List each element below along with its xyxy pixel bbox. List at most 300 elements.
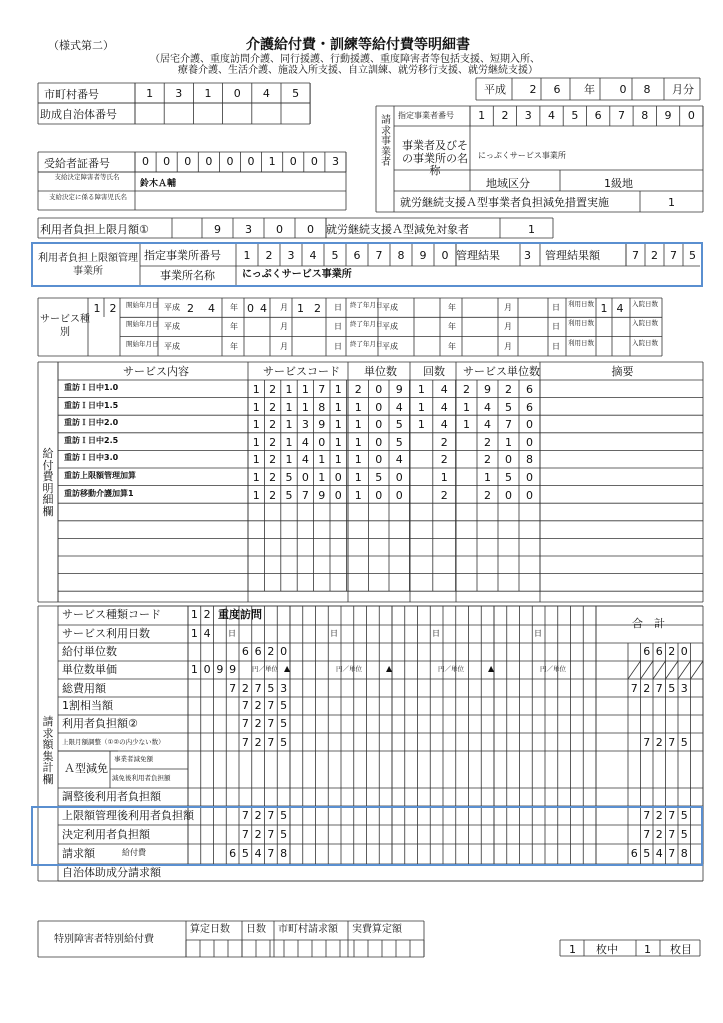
detail-code-4-4: 4 (301, 453, 309, 467)
hosp-label-2: 入院日数 (632, 338, 658, 347)
detail-row-name-3: 重訪Ｉ日中2.5 (64, 435, 119, 445)
summary-label-4: 総費用額 (62, 682, 106, 695)
special-col-3: 市町村請求額 (278, 924, 338, 935)
start-year-unit-2: 年 (230, 341, 238, 351)
summary-label-2: 給付単位数 (62, 645, 117, 658)
management-amount-digit-2: 2 (651, 249, 658, 262)
summary-after-mgmt-sum-2: 2 (655, 809, 663, 822)
summary-total-cost-sum-4: 5 (668, 682, 676, 695)
detail-unit-2-3: 5 (395, 418, 403, 432)
summary-price-suffix-0: 円／単位 (252, 665, 278, 673)
month-digit-1: 0 (619, 83, 627, 96)
summary-price-suffix-3: 円／単位 (540, 665, 566, 673)
end-day-unit-2: 日 (552, 341, 560, 351)
detail-code-2-4: 3 (301, 418, 309, 432)
summary-unit-total-sum-3: 2 (668, 645, 676, 658)
form-subtitle-1: （居宅介護、重度訪問介護、同行援護、行動援護、重度障害者等包括支援、短期入所、 (150, 54, 540, 65)
summary-benefit-2: 5 (241, 847, 249, 860)
cert-digit-7: 1 (268, 155, 276, 168)
region-value: 1級地 (604, 177, 633, 190)
month-digit-2: 8 (643, 83, 651, 96)
summary-cap-adj-2: 2 (254, 736, 262, 749)
detail-count-5-2: 1 (440, 471, 448, 484)
limit-label: 利用者負担上限月額① (40, 223, 149, 236)
detail-code-0-4: 1 (301, 383, 309, 396)
special-label: 特別障害者特別給付費 (54, 934, 154, 945)
detail-count-1-2: 4 (440, 400, 448, 414)
detail-total-3-3: 1 (505, 435, 512, 449)
detail-code-2-6: 1 (334, 418, 342, 432)
cert-digit-2: 0 (163, 155, 171, 168)
limit-digit-1: 9 (214, 223, 221, 236)
summary-cap-adj-sum-3: 7 (668, 736, 676, 749)
summary-total-cost-5: 3 (280, 682, 288, 695)
detail-total-4-4: 8 (526, 453, 533, 467)
summary-total-cost-sum-1: 7 (630, 682, 638, 695)
summary-unit-total-sum-4: 0 (680, 645, 688, 658)
form-title: 介護給付費・訓練等給付費等明細書 (246, 37, 470, 53)
detail-code-6-5: 9 (318, 488, 326, 502)
cert-label: 受給者証番号 (44, 157, 110, 170)
detail-code-1-4: 1 (301, 400, 309, 414)
page-total: 1 (644, 943, 651, 956)
start-date-label-2: 開始年月日 (126, 339, 159, 348)
start-year-unit-1: 年 (230, 322, 238, 332)
days-label-1: 利用日数 (568, 319, 594, 328)
detail-total-5-2: 1 (484, 471, 491, 484)
start-day-digit-1: 1 (297, 302, 304, 315)
days-label-2: 利用日数 (568, 338, 594, 347)
summary-ten-pct-4: 5 (280, 699, 288, 712)
start-day-unit-2: 日 (334, 341, 342, 351)
special-col-4: 実費算定額 (352, 924, 402, 935)
summary-label-1: サービス利用日数 (62, 627, 150, 640)
reduction-value: 1 (668, 196, 675, 209)
cert-digit-8: 0 (289, 155, 297, 168)
cert-digit-10: 3 (331, 155, 339, 168)
detail-code-3-6: 1 (334, 435, 342, 449)
city-number-label: 市町村番号 (44, 88, 99, 101)
child-name-label: 支給決定に係る障害児氏名 (49, 193, 127, 201)
detail-code-0-2: 2 (269, 383, 277, 396)
summary-total-cost-sum-5: 3 (680, 682, 688, 695)
summary-total-cost-1: 7 (229, 682, 237, 695)
detail-header-5: 摘要 (611, 365, 634, 378)
detail-total-0-2: 9 (484, 383, 491, 396)
detail-code-4-5: 1 (318, 453, 326, 467)
summary-benefit-4: 7 (267, 847, 275, 860)
end-era-0: 平成 (382, 303, 398, 312)
summary-label-3: 単位数単価 (62, 663, 117, 676)
detail-row-name-5: 重訪上限額管理加算 (64, 471, 136, 480)
summary-after-mgmt-sum-4: 5 (680, 809, 688, 822)
management-office-name: にっぷくサービス事業所 (242, 269, 352, 280)
detail-code-5-1: 1 (252, 471, 260, 484)
city-digit-4: 0 (233, 87, 241, 100)
hosp-label-0: 入院日数 (632, 300, 658, 308)
summary-benefit-sum-3: 4 (655, 847, 663, 860)
detail-count-1-1: 1 (417, 400, 425, 414)
provider-digit-8: 8 (641, 109, 649, 122)
detail-code-6-2: 2 (269, 488, 277, 502)
summary-after-mgmt-3: 7 (267, 809, 275, 822)
cert-digit-3: 0 (184, 155, 192, 168)
detail-unit-0-1: 2 (354, 383, 362, 396)
detail-total-1-4: 6 (526, 400, 533, 414)
detail-code-4-2: 2 (269, 453, 277, 467)
detail-total-4-3: 0 (505, 453, 512, 467)
detail-unit-0-2: 0 (375, 383, 383, 396)
summary-decided-1: 7 (241, 828, 249, 841)
detail-code-1-6: 1 (334, 400, 342, 414)
start-year-digit-2: 4 (208, 302, 215, 315)
summary-benefit-sum-2: 5 (643, 847, 651, 860)
detail-total-3-4: 0 (526, 435, 533, 449)
management-office-label: 事業所名称 (160, 269, 215, 282)
detail-code-5-2: 2 (269, 471, 277, 484)
detail-total-3-2: 2 (484, 435, 491, 449)
detail-code-1-2: 2 (269, 400, 277, 414)
detail-code-5-5: 1 (318, 471, 326, 484)
summary-days-1: 1 (190, 627, 198, 640)
start-month-unit-0: 月 (280, 303, 288, 312)
summary-cap-adj-label: 上限月額調整（①②の内少ない数） (62, 738, 165, 746)
detail-total-4-2: 2 (484, 453, 491, 467)
summary-day-unit-2: 日 (432, 629, 440, 638)
detail-unit-5-2: 5 (375, 471, 383, 484)
summary-label-10: 請求額 (62, 847, 95, 860)
detail-count-0-1: 1 (417, 383, 425, 396)
provider-digit-9: 9 (664, 109, 672, 122)
start-date-label-1: 開始年月日 (126, 320, 159, 329)
summary-label-0: サービス種類コード (62, 608, 161, 621)
management-amount-digit-3: 7 (670, 249, 677, 262)
cert-digit-5: 0 (226, 155, 234, 168)
start-era-0: 平成 (164, 303, 180, 312)
summary-benefit-label: 給付費 (122, 848, 146, 857)
summary-unit-total-1: 6 (241, 645, 249, 658)
detail-total-1-1: 1 (463, 400, 470, 414)
summary-unit-total-4: 0 (280, 645, 288, 658)
detail-total-5-3: 5 (505, 471, 512, 484)
management-label: 利用者負担上限額管理事業所 (38, 253, 138, 277)
provider-digit-5: 5 (571, 109, 579, 122)
summary-ten-pct-2: 2 (254, 699, 262, 712)
year-digit-2: 6 (553, 83, 561, 96)
management-digit-8: 8 (397, 249, 405, 262)
detail-code-2-5: 9 (318, 418, 326, 432)
detail-code-6-6: 0 (334, 488, 342, 502)
provider-name-label: 事業者及びその事業所の名称 (402, 139, 468, 178)
end-date-label-0: 終了年月日 (350, 301, 383, 309)
detail-unit-4-1: 1 (354, 453, 362, 467)
detail-unit-3-3: 5 (395, 435, 403, 449)
summary-after-mgmt-4: 5 (280, 809, 288, 822)
detail-header-2: 単位数 (364, 365, 397, 378)
detail-total-6-4: 0 (526, 488, 533, 502)
provider-digit-3: 3 (524, 109, 532, 122)
a-type-target-label: 就労継続支援Ａ型減免対象者 (326, 223, 469, 236)
summary-triangle-2: ▲ (386, 664, 393, 673)
detail-count-0-2: 4 (440, 383, 448, 396)
detail-code-2-3: 1 (285, 418, 293, 432)
management-highlight (31, 242, 703, 287)
detail-row-name-0: 重訪Ｉ日中1.0 (64, 383, 119, 392)
reduction-label: 就労継続支援Ａ型事業者負担減免措置実施 (400, 196, 609, 209)
summary-unit-total-sum-2: 6 (655, 645, 663, 658)
summary-burden2-3: 7 (267, 717, 275, 730)
page-total-label: 枚目 (670, 943, 692, 956)
summary-day-unit-3: 日 (534, 629, 542, 638)
detail-unit-1-1: 1 (354, 400, 362, 414)
provider-side-label: 請求事業者 (381, 115, 391, 168)
summary-burden2-4: 5 (280, 717, 288, 730)
end-year-unit-1: 年 (448, 322, 456, 332)
detail-total-6-3: 0 (505, 488, 512, 502)
detail-total-0-3: 2 (505, 383, 512, 396)
detail-count-2-2: 4 (440, 418, 448, 432)
management-digit-2: 2 (265, 249, 273, 262)
summary-label-9: 決定利用者負担額 (62, 828, 150, 841)
summary-unit-total-2: 6 (254, 645, 262, 658)
start-year-unit-0: 年 (230, 303, 238, 312)
summary-total-label: 合 計 (632, 617, 665, 630)
start-month-unit-1: 月 (280, 322, 288, 332)
detail-code-3-4: 4 (301, 435, 309, 449)
detail-count-4-2: 2 (440, 453, 448, 467)
end-era-1: 平成 (382, 322, 398, 332)
summary-price-suffix-1: 円／単位 (336, 665, 362, 673)
summary-decided-sum-3: 7 (668, 828, 676, 841)
summary-decided-sum-4: 5 (680, 828, 688, 841)
page-current-label: 枚中 (596, 943, 618, 956)
management-result-label: 管理結果 (456, 249, 500, 262)
start-year-digit-1: 2 (187, 302, 194, 315)
city-digit-5: 4 (262, 87, 270, 100)
summary-benefit-1: 6 (229, 847, 237, 860)
special-col-2: 日数 (246, 924, 266, 935)
detail-count-6-2: 2 (440, 488, 448, 502)
summary-decided-sum-1: 7 (643, 828, 651, 841)
detail-unit-6-2: 0 (375, 488, 383, 502)
detail-row-name-4: 重訪Ｉ日中3.0 (64, 453, 119, 463)
detail-code-3-2: 2 (269, 435, 277, 449)
service-type-label: サービス種別 (40, 314, 90, 338)
detail-code-0-3: 1 (285, 383, 293, 396)
end-date-label-1: 終了年月日 (350, 320, 383, 329)
provider-digit-1: 1 (478, 109, 486, 122)
summary-cap-adj-sum-2: 2 (655, 736, 663, 749)
detail-header-4: サービス単位数 (463, 365, 540, 378)
summary-after-mgmt-sum-3: 7 (668, 809, 676, 822)
start-date-label-0: 開始年月日 (126, 301, 159, 309)
provider-digit-6: 6 (594, 109, 602, 122)
summary-a-office-label: 事業者減免額 (114, 755, 153, 763)
form-subtitle-2: 療養介護、生活介護、施設入所支援、自立訓練、就労移行支援、就労継続支援） (178, 65, 538, 76)
start-day-unit-1: 日 (334, 322, 342, 332)
year-label: 年 (584, 83, 595, 96)
summary-cap-adj-3: 7 (267, 736, 275, 749)
detail-count-3-2: 2 (440, 435, 448, 449)
summary-day-unit-0: 日 (228, 629, 236, 638)
era-label: 平成 (484, 83, 506, 96)
detail-unit-3-2: 0 (375, 435, 383, 449)
management-digit-9: 9 (419, 249, 427, 262)
end-month-unit-1: 月 (504, 322, 512, 332)
detail-unit-2-2: 0 (375, 418, 383, 432)
recipient-name-label: 支給決定障害者等氏名 (54, 173, 120, 181)
detail-code-0-5: 7 (318, 383, 326, 396)
detail-code-0-6: 1 (334, 383, 342, 396)
summary-after-mgmt-sum-1: 7 (643, 809, 651, 822)
end-date-label-2: 終了年月日 (350, 339, 383, 348)
service-type-code-1: 1 (93, 302, 101, 315)
detail-unit-5-3: 0 (395, 471, 403, 484)
a-type-target-value: 1 (528, 223, 535, 236)
region-label: 地域区分 (486, 177, 530, 190)
summary-after-mgmt-1: 7 (241, 809, 249, 822)
provider-digit-2: 2 (501, 109, 509, 122)
summary-price-suffix-2: 円／単位 (438, 665, 464, 673)
summary-benefit-sum-1: 6 (630, 847, 638, 860)
summary-label-8: 上限額管理後利用者負担額 (62, 809, 194, 822)
detail-total-0-1: 2 (463, 383, 470, 396)
provider-digit-10: 0 (687, 109, 695, 122)
city-digit-3: 1 (204, 87, 212, 100)
summary-total-cost-2: 2 (241, 682, 249, 695)
management-id-label: 指定事業所番号 (144, 249, 221, 262)
detail-header-1: サービスコード (263, 365, 340, 378)
start-day-unit-0: 日 (334, 303, 342, 312)
limit-digit-4: 0 (307, 223, 314, 236)
start-month-digit-1: 0 (247, 302, 254, 315)
detail-unit-4-3: 4 (395, 453, 403, 467)
detail-code-4-3: 1 (285, 453, 293, 467)
summary-unit-price-4: 9 (229, 663, 237, 676)
end-year-unit-2: 年 (448, 341, 456, 351)
end-month-unit-0: 月 (504, 303, 512, 312)
detail-code-6-1: 1 (252, 488, 260, 502)
summary-benefit-5: 8 (280, 847, 288, 860)
summary-total-cost-3: 7 (254, 682, 262, 695)
summary-cap-adj-1: 7 (241, 736, 249, 749)
claim-highlight (31, 806, 703, 866)
start-era-2: 平成 (164, 341, 180, 351)
summary-decided-4: 5 (280, 828, 288, 841)
detail-total-6-2: 2 (484, 488, 491, 502)
management-digit-3: 3 (287, 249, 295, 262)
detail-code-4-1: 1 (252, 453, 260, 467)
start-month-digit-2: 4 (260, 302, 267, 315)
management-amount-digit-4: 5 (689, 249, 696, 262)
detail-code-3-5: 0 (318, 435, 326, 449)
end-day-unit-1: 日 (552, 322, 560, 332)
summary-type-code-2: 2 (203, 608, 211, 621)
detail-unit-4-2: 0 (375, 453, 383, 467)
limit-digit-3: 0 (276, 223, 283, 236)
detail-unit-1-3: 4 (395, 400, 403, 414)
summary-benefit-sum-4: 7 (668, 847, 676, 860)
management-digit-10: 0 (441, 249, 449, 262)
summary-unit-total-3: 2 (267, 645, 275, 658)
summary-unit-price-3: 9 (216, 663, 224, 676)
management-result: 3 (524, 249, 531, 262)
cert-digit-6: 0 (247, 155, 255, 168)
detail-total-0-4: 6 (526, 383, 533, 396)
summary-total-cost-sum-2: 2 (643, 682, 651, 695)
summary-triangle-3: ▲ (488, 664, 495, 673)
summary-label-5: 1割相当額 (62, 699, 113, 712)
management-digit-7: 7 (375, 249, 383, 262)
provider-digit-4: 4 (548, 109, 556, 122)
month-label: 月分 (672, 83, 694, 96)
management-digit-4: 4 (309, 249, 317, 262)
summary-label-11: 自治体助成分請求額 (62, 866, 161, 879)
days-digit-1: 1 (600, 302, 608, 315)
detail-code-5-3: 5 (285, 471, 293, 484)
city-digit-6: 5 (292, 87, 300, 100)
detail-total-1-3: 5 (505, 400, 512, 414)
summary-benefit-sum-5: 8 (680, 847, 688, 860)
recipient-name: 鈴木Ａ輔 (140, 179, 177, 189)
summary-a-type-label: Ａ型減免 (64, 762, 108, 775)
cert-digit-1: 0 (142, 155, 150, 168)
days-digit-2: 4 (616, 302, 624, 315)
management-digit-1: 1 (243, 249, 251, 262)
city-digit-1: 1 (146, 87, 154, 100)
management-digit-6: 6 (353, 249, 361, 262)
management-amount-label: 管理結果額 (545, 249, 600, 262)
summary-day-unit-1: 日 (330, 629, 338, 638)
detail-header-0: サービス内容 (123, 365, 189, 378)
detail-row-name-1: 重訪Ｉ日中1.5 (64, 400, 119, 410)
limit-digit-2: 3 (245, 223, 252, 236)
detail-unit-1-2: 0 (375, 400, 383, 414)
summary-ten-pct-3: 7 (267, 699, 275, 712)
summary-ten-pct-1: 7 (241, 699, 249, 712)
detail-total-2-4: 0 (526, 418, 533, 432)
summary-label-6: 利用者負担額② (62, 717, 138, 730)
summary-unit-total-sum-1: 6 (643, 645, 651, 658)
management-digit-5: 5 (331, 249, 339, 262)
end-day-unit-0: 日 (552, 303, 560, 312)
detail-code-0-1: 1 (252, 383, 260, 396)
summary-after-mgmt-2: 2 (254, 809, 262, 822)
cert-digit-4: 0 (205, 155, 213, 168)
summary-decided-2: 2 (254, 828, 262, 841)
summary-unit-price-1: 1 (190, 663, 198, 676)
page-current: 1 (569, 943, 576, 956)
detail-code-4-6: 1 (334, 453, 342, 467)
end-month-unit-2: 月 (504, 341, 512, 351)
detail-total-1-2: 4 (484, 400, 491, 414)
detail-code-5-4: 0 (301, 471, 309, 484)
summary-decided-3: 7 (267, 828, 275, 841)
summary-days-2: 4 (203, 627, 211, 640)
summary-type-code-1: 1 (190, 608, 198, 621)
summary-unit-price-2: 0 (203, 663, 211, 676)
end-era-2: 平成 (382, 341, 398, 351)
summary-benefit-3: 4 (254, 847, 262, 860)
management-amount-digit-1: 7 (632, 249, 639, 262)
service-type-code-2: 2 (109, 302, 117, 315)
special-col-1: 算定日数 (190, 924, 230, 935)
provider-digit-7: 7 (617, 109, 625, 122)
detail-unit-2-1: 1 (354, 418, 362, 432)
start-month-unit-2: 月 (280, 341, 288, 351)
detail-code-1-5: 8 (318, 400, 326, 414)
provider-name: にっぷくサービス事業所 (478, 151, 566, 160)
